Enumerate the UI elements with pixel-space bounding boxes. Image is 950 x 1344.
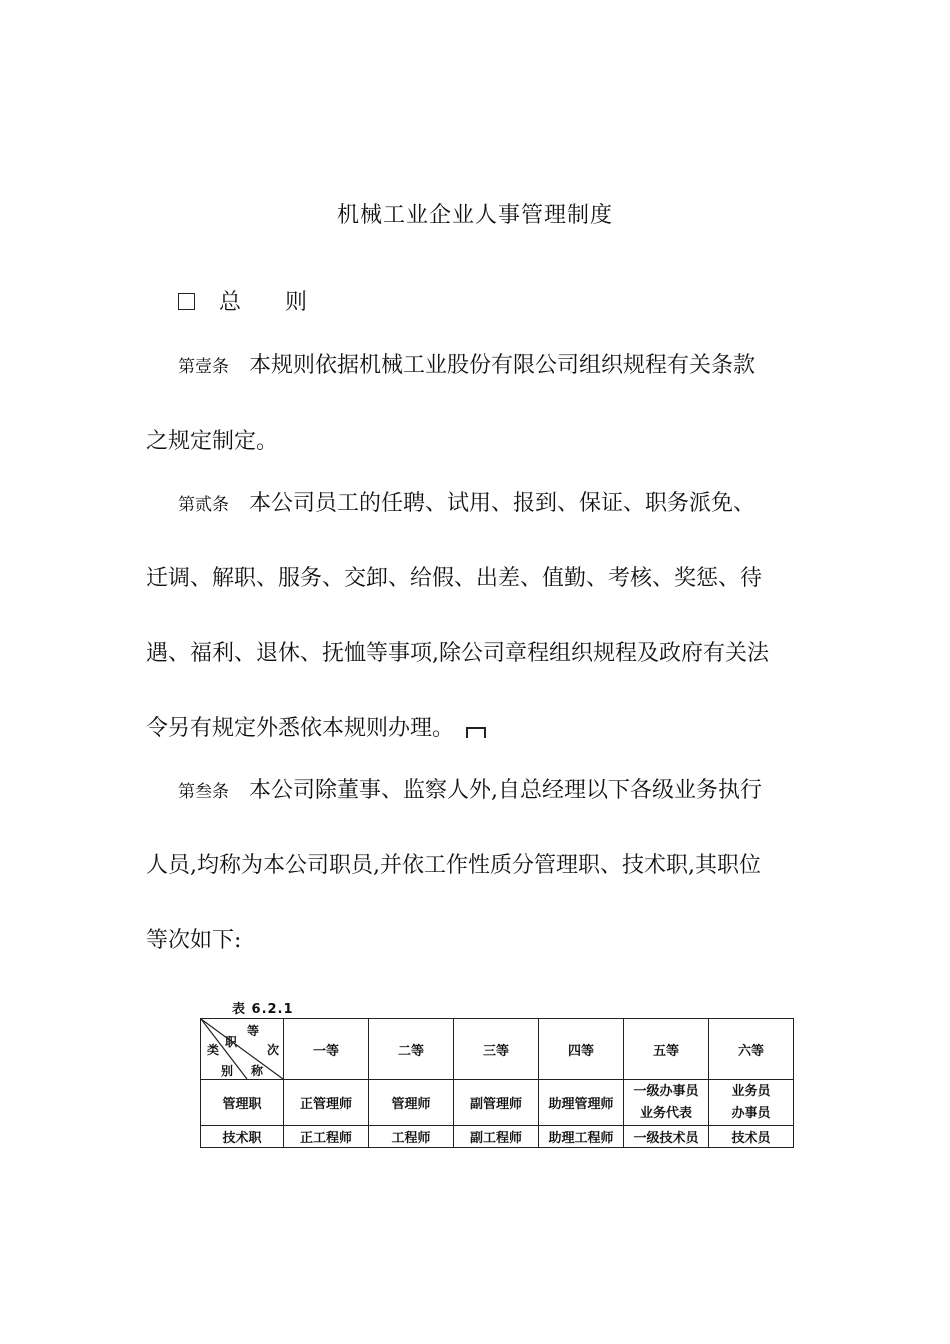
section-heading	[178, 285, 307, 316]
document-title: 机械工业企业人事管理制度	[336, 203, 613, 228]
corner-label-lei: 类	[207, 1043, 220, 1057]
article-2-line-3: 遇、福利、退休、抚恤等事项,除公司章程组织规程及政府有关法	[146, 641, 769, 666]
article-3-label: 第叁条	[178, 782, 229, 802]
article-3-line-1: 第叁条 本公司除董事、监察人外,自总经理以下各级业务执行	[178, 778, 762, 803]
article-1-line-1: 第壹条 本规则依据机械工业股份有限公司组织规程有关条款	[178, 353, 756, 378]
article-2-line-2: 迁调、解职、服务、交卸、给假、出差、值勤、考核、奖惩、待	[146, 566, 763, 591]
corner-label-cheng: 称	[251, 1064, 264, 1078]
table-cell: 正工程师	[284, 1126, 369, 1148]
bracket-mark-icon	[465, 725, 487, 739]
table-cell: 一级技术员	[624, 1126, 709, 1148]
table-cell: 正管理师	[284, 1080, 369, 1126]
corner-label-zhi: 职	[225, 1035, 238, 1049]
column-header: 六等	[709, 1019, 794, 1080]
table-row	[201, 1126, 794, 1148]
checkbox-square-icon	[178, 293, 195, 310]
article-3-line-3: 等次如下:	[146, 928, 242, 953]
column-header: 四等	[539, 1019, 624, 1080]
table-cell: 业务员 办事员	[709, 1080, 794, 1126]
table-caption: 表 6.2.1	[232, 1002, 294, 1017]
corner-label-deng: 等	[247, 1024, 260, 1038]
position-grade-table	[200, 1018, 794, 1148]
table-cell: 一级办事员 业务代表	[624, 1080, 709, 1126]
row-category: 管理职	[201, 1080, 284, 1126]
row-category: 技术职	[201, 1126, 284, 1148]
column-header: 二等	[369, 1019, 454, 1080]
article-2-line-1: 第贰条 本公司员工的任聘、试用、报到、保证、职务派免、	[178, 491, 756, 516]
corner-label-bie: 别	[221, 1064, 234, 1078]
table-cell: 助理工程师	[539, 1126, 624, 1148]
section-heading-word-1: 总	[219, 290, 242, 315]
article-1-line-2: 之规定制定。	[146, 429, 279, 454]
corner-label-ci: 次	[267, 1043, 280, 1057]
table-row	[201, 1080, 794, 1126]
table-cell: 管理师	[369, 1080, 454, 1126]
table-cell: 副工程师	[454, 1126, 539, 1148]
column-header: 五等	[624, 1019, 709, 1080]
column-header: 一等	[284, 1019, 369, 1080]
section-heading-word-2: 则	[285, 290, 308, 315]
table-cell: 工程师	[369, 1126, 454, 1148]
table-cell: 技术员	[709, 1126, 794, 1148]
column-header: 三等	[454, 1019, 539, 1080]
article-2-line-4: 令另有规定外悉依本规则办理。	[146, 711, 487, 742]
article-2-label: 第贰条	[178, 495, 229, 515]
article-1-label: 第壹条	[178, 357, 229, 377]
position-grade-table-figure	[200, 998, 794, 1150]
article-3-line-2: 人员,均称为本公司职员,并依工作性质分管理职、技术职,其职位	[146, 853, 761, 878]
table-cell: 助理管理师	[539, 1080, 624, 1126]
table-corner-cell	[201, 1019, 284, 1080]
table-cell: 副管理师	[454, 1080, 539, 1126]
table-header-row	[201, 1019, 794, 1080]
